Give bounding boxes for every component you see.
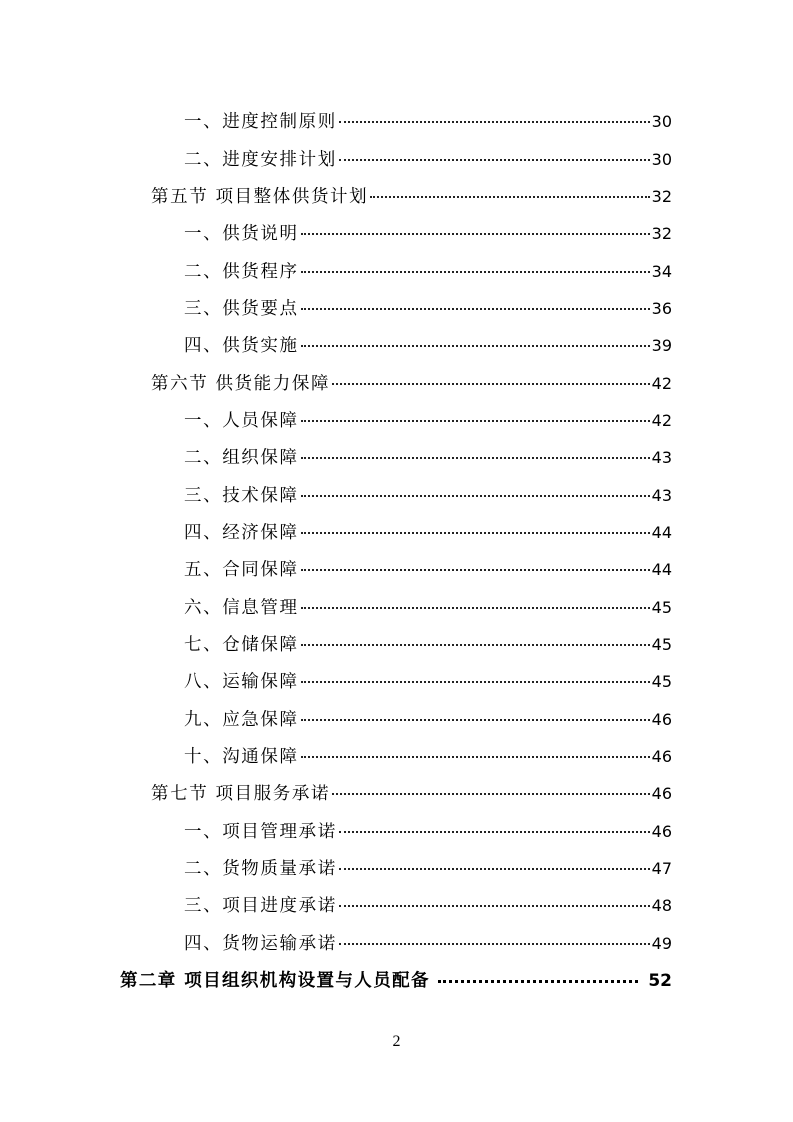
dot-leader xyxy=(438,980,638,983)
toc-section-entry[interactable] xyxy=(0,774,793,811)
toc-entry-content xyxy=(184,631,672,656)
toc-subsection-entry[interactable] xyxy=(0,550,793,587)
toc-entry-page-number: 30 xyxy=(651,112,672,132)
toc-subsection-entry[interactable] xyxy=(0,438,793,475)
toc-entry-content xyxy=(184,556,672,581)
toc-subsection-entry[interactable] xyxy=(0,401,793,438)
toc-subsection-entry[interactable] xyxy=(0,214,793,251)
dot-leader xyxy=(339,905,650,907)
toc-section-entry[interactable] xyxy=(0,363,793,400)
dot-leader xyxy=(370,196,649,198)
toc-entry-page-number: 42 xyxy=(651,410,672,430)
toc-entry-label: 三、供货要点 xyxy=(184,298,299,319)
toc-subsection-entry[interactable] xyxy=(0,475,793,512)
toc-entry-content xyxy=(184,892,672,917)
toc-entry-page-number: 45 xyxy=(651,597,672,617)
toc-section-entry[interactable] xyxy=(0,177,793,214)
toc-subsection-entry[interactable] xyxy=(0,587,793,624)
toc-entry-label: 第七节 项目服务承诺 xyxy=(151,784,331,805)
dot-leader xyxy=(301,308,650,310)
toc-entry-content xyxy=(184,519,672,544)
toc-entry-label: 一、供货说明 xyxy=(184,224,299,245)
dot-leader xyxy=(301,644,650,646)
toc-subsection-entry[interactable] xyxy=(0,102,793,139)
toc-subsection-entry[interactable] xyxy=(0,924,793,961)
toc-entry-label: 三、技术保障 xyxy=(184,485,299,506)
toc-entry-content xyxy=(184,108,672,133)
toc-entry-content xyxy=(184,444,672,469)
toc-entry-content xyxy=(184,332,672,357)
toc-entry-label: 五、合同保障 xyxy=(184,560,299,581)
toc-entry-label: 二、货物质量承诺 xyxy=(184,859,337,880)
toc-entry-label: 一、项目管理承诺 xyxy=(184,821,337,842)
dot-leader xyxy=(339,943,650,945)
toc-entry-content xyxy=(184,930,672,955)
toc-entry-page-number: 45 xyxy=(651,672,672,692)
toc-entry-label: 九、应急保障 xyxy=(184,709,299,730)
dot-leader xyxy=(301,233,650,235)
toc-subsection-entry[interactable] xyxy=(0,625,793,662)
toc-entry-content xyxy=(120,967,672,992)
toc-entry-page-number: 30 xyxy=(651,149,672,169)
toc-entry-content xyxy=(151,370,672,395)
toc-entry-page-number: 44 xyxy=(651,560,672,580)
toc-entry-page-number: 32 xyxy=(651,224,672,244)
page-number: 2 xyxy=(392,1033,401,1050)
toc-entry-label: 十、沟通保障 xyxy=(184,747,299,768)
toc-entry-label: 四、供货实施 xyxy=(184,336,299,357)
toc-entry-label: 二、组织保障 xyxy=(184,448,299,469)
dot-leader xyxy=(301,271,650,273)
toc-entry-page-number: 34 xyxy=(651,261,672,281)
toc-entry-page-number: 49 xyxy=(651,933,672,953)
toc-subsection-entry[interactable] xyxy=(0,513,793,550)
dot-leader xyxy=(332,793,650,795)
dot-leader xyxy=(301,719,650,721)
dot-leader xyxy=(301,495,650,497)
toc-entry-page-number: 52 xyxy=(648,971,672,992)
toc-chapter-entry[interactable] xyxy=(0,961,793,998)
toc-entry-content xyxy=(151,780,672,805)
toc-subsection-entry[interactable] xyxy=(0,251,793,288)
toc-entry-page-number: 47 xyxy=(651,859,672,879)
toc-subsection-entry[interactable] xyxy=(0,139,793,176)
toc-entry-content xyxy=(184,407,672,432)
toc-entry-label: 四、经济保障 xyxy=(184,522,299,543)
toc-entry-label: 三、项目进度承诺 xyxy=(184,896,337,917)
dot-leader xyxy=(301,607,650,609)
toc-entry-label: 二、供货程序 xyxy=(184,261,299,282)
toc-entry-content xyxy=(184,706,672,731)
dot-leader xyxy=(301,420,650,422)
toc-entry-label: 六、信息管理 xyxy=(184,597,299,618)
toc-subsection-entry[interactable] xyxy=(0,737,793,774)
dot-leader xyxy=(301,569,650,571)
dot-leader xyxy=(301,457,650,459)
toc-entry-page-number: 32 xyxy=(651,186,672,206)
toc-entry-content xyxy=(184,258,672,283)
toc-entry-content xyxy=(184,295,672,320)
toc-entry-page-number: 45 xyxy=(651,634,672,654)
dot-leader xyxy=(301,532,650,534)
toc-subsection-entry[interactable] xyxy=(0,849,793,886)
toc-entry-label: 一、人员保障 xyxy=(184,410,299,431)
toc-entry-content xyxy=(184,818,672,843)
toc-entry-content xyxy=(184,668,672,693)
toc-entry-label: 二、进度安排计划 xyxy=(184,149,337,170)
toc-subsection-entry[interactable] xyxy=(0,289,793,326)
toc-entry-content xyxy=(184,220,672,245)
dot-leader xyxy=(339,868,650,870)
toc-entry-label: 四、货物运输承诺 xyxy=(184,933,337,954)
toc-entry-label: 一、进度控制原则 xyxy=(184,112,337,133)
toc-entry-page-number: 43 xyxy=(651,448,672,468)
toc-entry-label: 第二章 项目组织机构设置与人员配备 xyxy=(120,971,430,992)
dot-leader xyxy=(301,681,650,683)
toc-entry-page-number: 44 xyxy=(651,522,672,542)
toc-entry-page-number: 42 xyxy=(651,373,672,393)
dot-leader xyxy=(339,121,650,123)
dot-leader xyxy=(339,831,650,833)
toc-entry-content xyxy=(184,855,672,880)
toc-subsection-entry[interactable] xyxy=(0,662,793,699)
toc-entry-page-number: 46 xyxy=(651,821,672,841)
toc-subsection-entry[interactable] xyxy=(0,326,793,363)
table-of-contents xyxy=(0,102,793,998)
dot-leader xyxy=(339,159,650,161)
toc-entry-content xyxy=(151,183,672,208)
toc-subsection-entry[interactable] xyxy=(0,700,793,737)
toc-entry-content xyxy=(184,482,672,507)
toc-entry-content xyxy=(184,146,672,171)
toc-subsection-entry[interactable] xyxy=(0,812,793,849)
toc-entry-page-number: 36 xyxy=(651,298,672,318)
toc-subsection-entry[interactable] xyxy=(0,886,793,923)
toc-entry-label: 第六节 供货能力保障 xyxy=(151,373,331,394)
toc-entry-label: 八、运输保障 xyxy=(184,672,299,693)
dot-leader xyxy=(301,756,650,758)
dot-leader xyxy=(332,383,650,385)
dot-leader xyxy=(301,345,650,347)
toc-entry-page-number: 46 xyxy=(651,747,672,767)
toc-entry-page-number: 46 xyxy=(651,784,672,804)
toc-entry-content xyxy=(184,594,672,619)
toc-entry-page-number: 46 xyxy=(651,709,672,729)
toc-entry-page-number: 43 xyxy=(651,485,672,505)
toc-entry-label: 第五节 项目整体供货计划 xyxy=(151,186,369,207)
toc-entry-content xyxy=(184,743,672,768)
toc-entry-label: 七、仓储保障 xyxy=(184,634,299,655)
toc-entry-page-number: 48 xyxy=(651,896,672,916)
toc-entry-page-number: 39 xyxy=(651,336,672,356)
